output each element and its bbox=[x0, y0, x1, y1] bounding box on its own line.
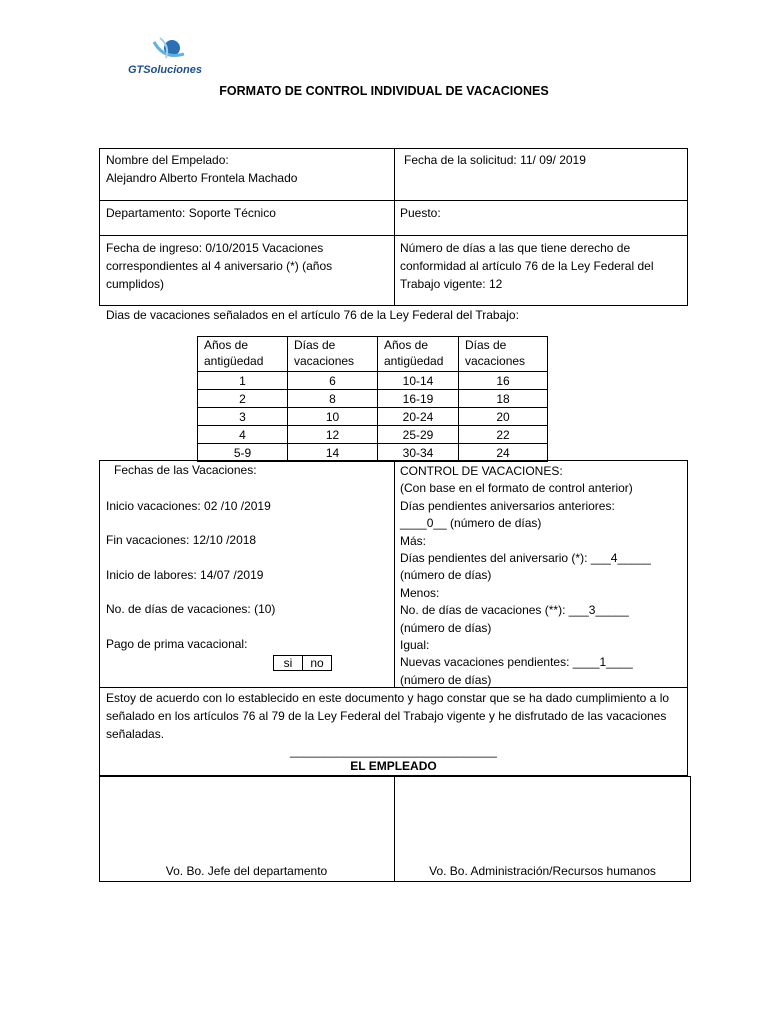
page-title: FORMATO DE CONTROL INDIVIDUAL DE VACACIONES bbox=[219, 84, 549, 98]
hire-date-field: Fecha de ingreso: 0/10/2015 Vacaciones correspondientes al 4 aniversario (*) (años cumplidos) bbox=[106, 241, 333, 291]
control-line: Igual: bbox=[400, 638, 430, 653]
hr-approval: Vo. Bo. Administración/Recursos humanos bbox=[429, 864, 656, 878]
header-cell: Años de antigüedad bbox=[378, 337, 459, 372]
table-cell: 25-29 bbox=[378, 426, 459, 444]
control-line: CONTROL DE VACACIONES: bbox=[400, 464, 563, 478]
table-cell: 4 bbox=[198, 426, 288, 444]
table-cell: 8 bbox=[288, 390, 378, 408]
table-cell: 2 bbox=[198, 390, 288, 408]
request-date: Fecha de la solicitud: 11/ 09/ 2019 bbox=[404, 153, 586, 167]
employee-signature-line: _______________________________ bbox=[290, 744, 497, 758]
control-section bbox=[400, 463, 651, 689]
table-cell: 5-9 bbox=[198, 444, 288, 462]
control-line: (número de días) bbox=[400, 672, 492, 687]
position-field: Puesto: bbox=[400, 206, 441, 220]
bonus-label: Pago de prima vacacional: bbox=[106, 637, 248, 651]
bonus-options bbox=[273, 655, 332, 671]
table-cell: 16-19 bbox=[378, 390, 459, 408]
employee-name-label: Nombre del Empelado: bbox=[106, 153, 229, 167]
control-line: (número de días) bbox=[400, 620, 492, 635]
table-cell: 18 bbox=[459, 390, 548, 408]
table-cell: 6 bbox=[288, 372, 378, 390]
header-cell: Años de antigüedad bbox=[198, 337, 288, 372]
start-date: Inicio vacaciones: 02 /10 /2019 bbox=[106, 499, 271, 513]
table-cell: 16 bbox=[459, 372, 548, 390]
control-line: (Con base en el formato de control anterior) bbox=[400, 481, 633, 496]
return-date: Inicio de labores: 14/07 /2019 bbox=[106, 568, 264, 582]
employee-name-cell bbox=[100, 149, 394, 189]
company-logo bbox=[128, 36, 218, 82]
control-line: (número de días) bbox=[400, 568, 492, 583]
department-field: Departamento: Soporte Técnico bbox=[106, 206, 276, 220]
header-cell: Días de vacaciones bbox=[288, 337, 378, 372]
table-cell: 1 bbox=[198, 372, 288, 390]
control-line: Nuevas vacaciones pendientes: ____1____ bbox=[400, 655, 633, 670]
control-line: Días pendientes aniversarios anteriores: bbox=[400, 498, 615, 513]
table-cell: 22 bbox=[459, 426, 548, 444]
dates-heading: Fechas de las Vacaciones: bbox=[114, 463, 257, 477]
table-cell: 12 bbox=[288, 426, 378, 444]
employee-label: EL EMPLEADO bbox=[350, 759, 437, 773]
table-cell: 14 bbox=[288, 444, 378, 462]
header-cell: Días de vacaciones bbox=[459, 337, 548, 372]
table-cell: 30-34 bbox=[378, 444, 459, 462]
dept-head-approval: Vo. Bo. Jefe del departamento bbox=[165, 864, 328, 878]
table-cell: 10 bbox=[288, 408, 378, 426]
table-row bbox=[198, 444, 548, 462]
table-row bbox=[198, 426, 548, 444]
agreement-text: Estoy de acuerdo con lo establecido en este documento y hago constar que se ha dado cumplimiento a lo señalado en los artículos 76 al 79 de la Ley Federal del Trabajo vigente y he disfrutado de las vacaciones señaladas. bbox=[106, 691, 670, 741]
control-line: Días pendientes del aniversario (*): ___4_____ bbox=[400, 551, 651, 566]
table-cell: 24 bbox=[459, 444, 548, 462]
vacation-days-count: No. de días de vacaciones: (10) bbox=[106, 602, 276, 616]
days-table-intro: Dias de vacaciones señalados en el artículo 76 de la Ley Federal del Trabajo: bbox=[106, 308, 519, 322]
table-header-row bbox=[198, 337, 548, 372]
no-option[interactable]: no bbox=[303, 656, 332, 671]
employee-name-value: Alejandro Alberto Frontela Machado bbox=[106, 171, 298, 185]
table-row bbox=[198, 372, 548, 390]
control-line: Más: bbox=[400, 533, 427, 548]
control-line: No. de días de vacaciones (**): ___3_____ bbox=[400, 603, 629, 618]
end-date: Fin vacaciones: 12/10 /2018 bbox=[106, 533, 257, 547]
globe-swirl-icon bbox=[150, 36, 190, 64]
table-row bbox=[198, 390, 548, 408]
logo-text: GTSoluciones bbox=[128, 64, 202, 76]
table-cell: 3 bbox=[198, 408, 288, 426]
table-cell: 20-24 bbox=[378, 408, 459, 426]
control-line: Menos: bbox=[400, 585, 440, 600]
yes-option[interactable]: si bbox=[274, 656, 303, 671]
table-cell: 20 bbox=[459, 408, 548, 426]
vacation-days-table bbox=[197, 336, 548, 462]
table-cell: 10-14 bbox=[378, 372, 459, 390]
control-line: ____0__ (número de días) bbox=[400, 516, 542, 531]
entitled-days-field: Número de días a las que tiene derecho de conformidad al artículo 76 de la Ley Federal del Trabajo vigente: 12 bbox=[400, 241, 654, 291]
table-row bbox=[198, 408, 548, 426]
